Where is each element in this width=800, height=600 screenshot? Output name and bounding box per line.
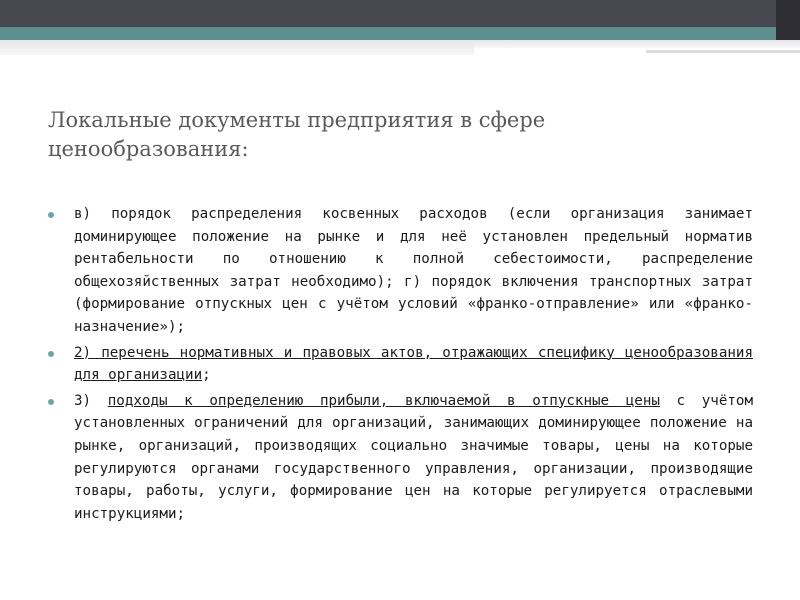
bullet-text: с учётом установленных ограничений для организаций, занимающих доминирующее положение на рынке, организаций, производящих социально значимые товары, цены на которые регулируются органами государственного управления, организации, производящие товары, работы, услуги, формирование цен на которые регулируется отраслевыми инструкциями;	[74, 392, 753, 522]
bullet-text: ;	[202, 367, 211, 384]
header-shadow-right	[474, 40, 800, 48]
bullet-text: в) порядок распределения косвенных расходов (если организация занимает доминирующее положение на рынке и для неё установлен предельный норматив рентабельности по отношению к полной себестоимости, распределение общехозяйственных затрат необходимо); г) порядок включения транспортных затрат (формирование отпускных цен с учётом условий «франко-отправление» или «франко-назначение»);	[74, 206, 753, 335]
bullet-dot-icon	[48, 212, 54, 218]
header-dark-bar	[0, 0, 800, 27]
bullet-list	[48, 203, 753, 528]
header-shadow-left	[0, 40, 474, 55]
slide-title: Локальные документы предприятия в сфере ценообразования:	[48, 108, 546, 161]
bullet-prefix: 3)	[74, 392, 108, 409]
bullet-underlined-text: 2) перечень нормативных и правовых актов, отражающих специфику ценообразования для организации	[74, 344, 753, 384]
header-teal-stripe	[0, 27, 800, 40]
bullet-dot-icon	[48, 351, 54, 357]
bullet-underlined-text: подходы к определению прибыли, включаемой в отпускные цены	[107, 392, 660, 409]
bullet-item-1	[48, 203, 753, 339]
bullet-item-2	[48, 342, 753, 387]
header-accent-line	[646, 50, 800, 53]
bullet-item-3	[48, 390, 753, 526]
bullet-dot-icon	[48, 399, 54, 405]
